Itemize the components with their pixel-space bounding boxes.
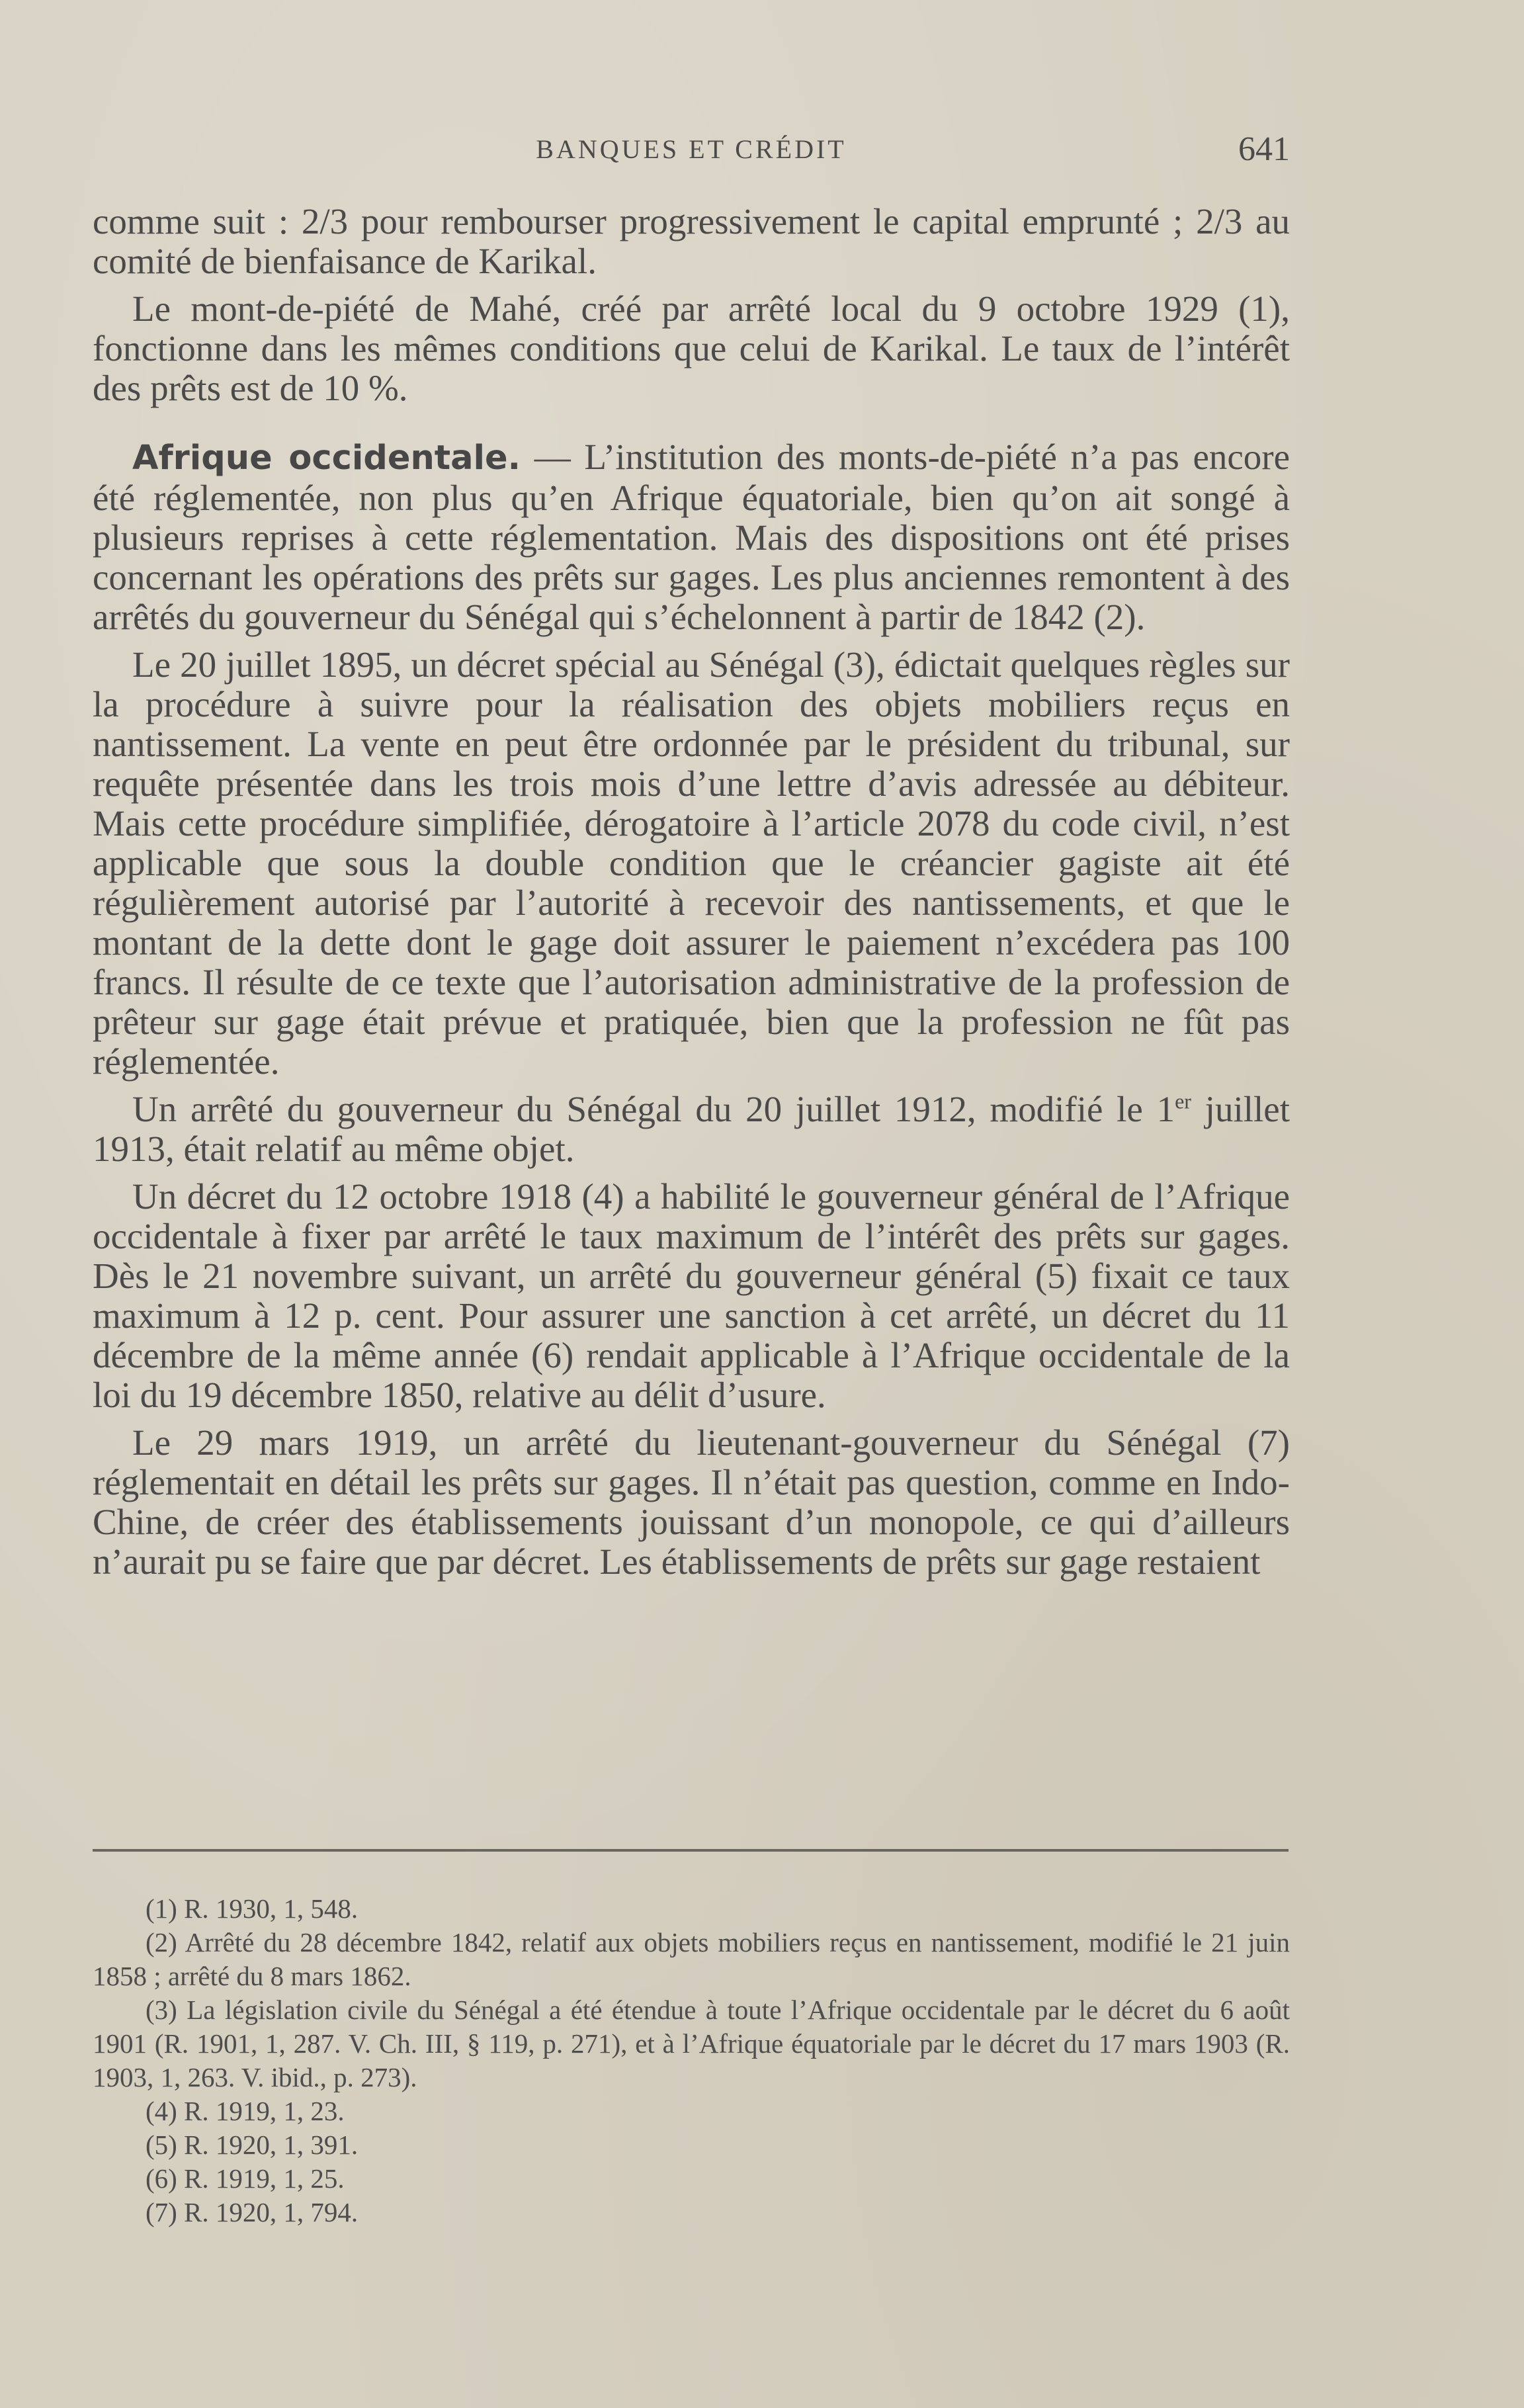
- page-header: [93, 130, 1290, 176]
- section-heading: Afrique occidentale.: [132, 439, 521, 478]
- footnote-number: (4): [146, 2096, 177, 2126]
- paragraph-arrete-1912: [93, 1090, 1290, 1169]
- footnote-number: (3): [146, 1995, 177, 2025]
- paragraph-1912-after: juillet 1913, était relatif au même objet.: [93, 1089, 1290, 1169]
- footnotes: [93, 1892, 1290, 2229]
- footnote-number: (2): [146, 1927, 177, 1957]
- paragraph-mahe: Le mont-de-piété de Mahé, créé par arrêté local du 9 octobre 1929 (1), fonctionne dans les mêmes conditions que celui de Karikal. Le taux de l’intérêt des prêts est de 10 %.: [93, 288, 1290, 408]
- superscript-er: er: [1175, 1089, 1191, 1113]
- footnote-number: (7): [146, 2197, 177, 2227]
- footnote: [93, 2162, 1290, 2196]
- footnote-text: R. 1919, 1, 25.: [177, 2163, 345, 2194]
- page-number: 641: [1238, 130, 1290, 168]
- footnote: [93, 2128, 1290, 2162]
- footnote-text: R. 1919, 1, 23.: [177, 2096, 345, 2126]
- running-title: BANQUES ET CRÉDIT: [536, 134, 847, 164]
- footnote-text: La législation civile du Sénégal a été étendue à toute l’Afrique occidentale par le décret du 6 août 1901 (R. 1901, 1, 287. V. Ch. III, § 119, p. 271), et à l’Afrique équatoriale par le décret du 17 mars 1903 (R. 1903, 1, 263. V. ibid., p. 273).: [93, 1995, 1290, 2092]
- footnote-number: (6): [146, 2163, 177, 2194]
- footnote: [93, 2196, 1290, 2229]
- footnote-text: R. 1920, 1, 391.: [177, 2129, 359, 2160]
- paragraph-afrique-text: — L’institution des monts-de-piété n’a pas encore été réglementée, non plus qu’en Afrique équatoriale, bien qu’on ait songé à plusieurs reprises à cette réglementation. Mais des dispositions ont été prises concernant les opérations des prêts sur gages. Les plus anciennes remontent à des arrêtés du gouverneur du Sénégal qui s’échelonnent à partir de 1842 (2).: [93, 437, 1290, 637]
- footnote-number: (1): [146, 1893, 177, 1924]
- paragraph-afrique-occidentale: [93, 437, 1290, 637]
- main-text: [93, 202, 1290, 1590]
- paragraph-arrete-1919: Le 29 mars 1919, un arrêté du lieutenant-gouverneur du Sénégal (7) réglementait en détail les prêts sur gages. Il n’était pas question, comme en Indo-Chine, de créer des établissements jouissant d’un monopole, ce qui d’ailleurs n’aurait pu se faire que par décret. Les établissements de prêts sur gage restaient: [93, 1422, 1290, 1582]
- paragraph-continuation: comme suit : 2/3 pour rembourser progressivement le capital emprunté ; 2/3 au comité de bienfaisance de Karikal.: [93, 201, 1290, 281]
- footnote: [93, 1993, 1290, 2094]
- footnote: [93, 1892, 1290, 1926]
- footnote-text: R. 1920, 1, 794.: [177, 2197, 359, 2227]
- footnote-rule: [93, 1849, 1289, 1852]
- paragraph-decret-1918: Un décret du 12 octobre 1918 (4) a habilité le gouverneur général de l’Afrique occidentale à fixer par arrêté le taux maximum de l’intérêt des prêts sur gages. Dès le 21 novembre suivant, un arrêté du gouverneur général (5) fixait ce taux maximum à 12 p. cent. Pour assurer une sanction à cet arrêté, un décret du 11 décembre de la même année (6) rendait applicable à l’Afrique occidentale de la loi du 19 décembre 1850, relative au délit d’usure.: [93, 1176, 1290, 1415]
- footnote: [93, 2094, 1290, 2128]
- paragraph-decret-1895: Le 20 juillet 1895, un décret spécial au Sénégal (3), édictait quelques règles sur la procédure à suivre pour la réalisation des objets mobiliers reçus en nantissement. La vente en peut être ordonnée par le président du tribunal, sur requête présentée dans les trois mois d’une lettre d’avis adressée au débiteur. Mais cette procédure simplifiée, dérogatoire à l’article 2078 du code civil, n’est applicable que sous la double condition que le créancier gagiste ait été régulièrement autorisé par l’autorité à recevoir des nantissements, et que le montant de la dette dont le gage doit assurer le paiement n’excédera pas 100 francs. Il résulte de ce texte que l’autorisation administrative de la profession de prêteur sur gage était prévue et pratiquée, bien que la profession ne fût pas réglementée.: [93, 644, 1290, 1082]
- footnote-number: (5): [146, 2129, 177, 2160]
- paragraph-1912-before: Un arrêté du gouverneur du Sénégal du 20 juillet 1912, modifié le 1: [132, 1089, 1175, 1129]
- footnote-text: R. 1930, 1, 548.: [177, 1893, 359, 1924]
- footnote-text: Arrêté du 28 décembre 1842, relatif aux objets mobiliers reçus en nantissement, modifié le 21 juin 1858 ; arrêté du 8 mars 1862.: [93, 1927, 1290, 1991]
- footnote: [93, 1926, 1290, 1993]
